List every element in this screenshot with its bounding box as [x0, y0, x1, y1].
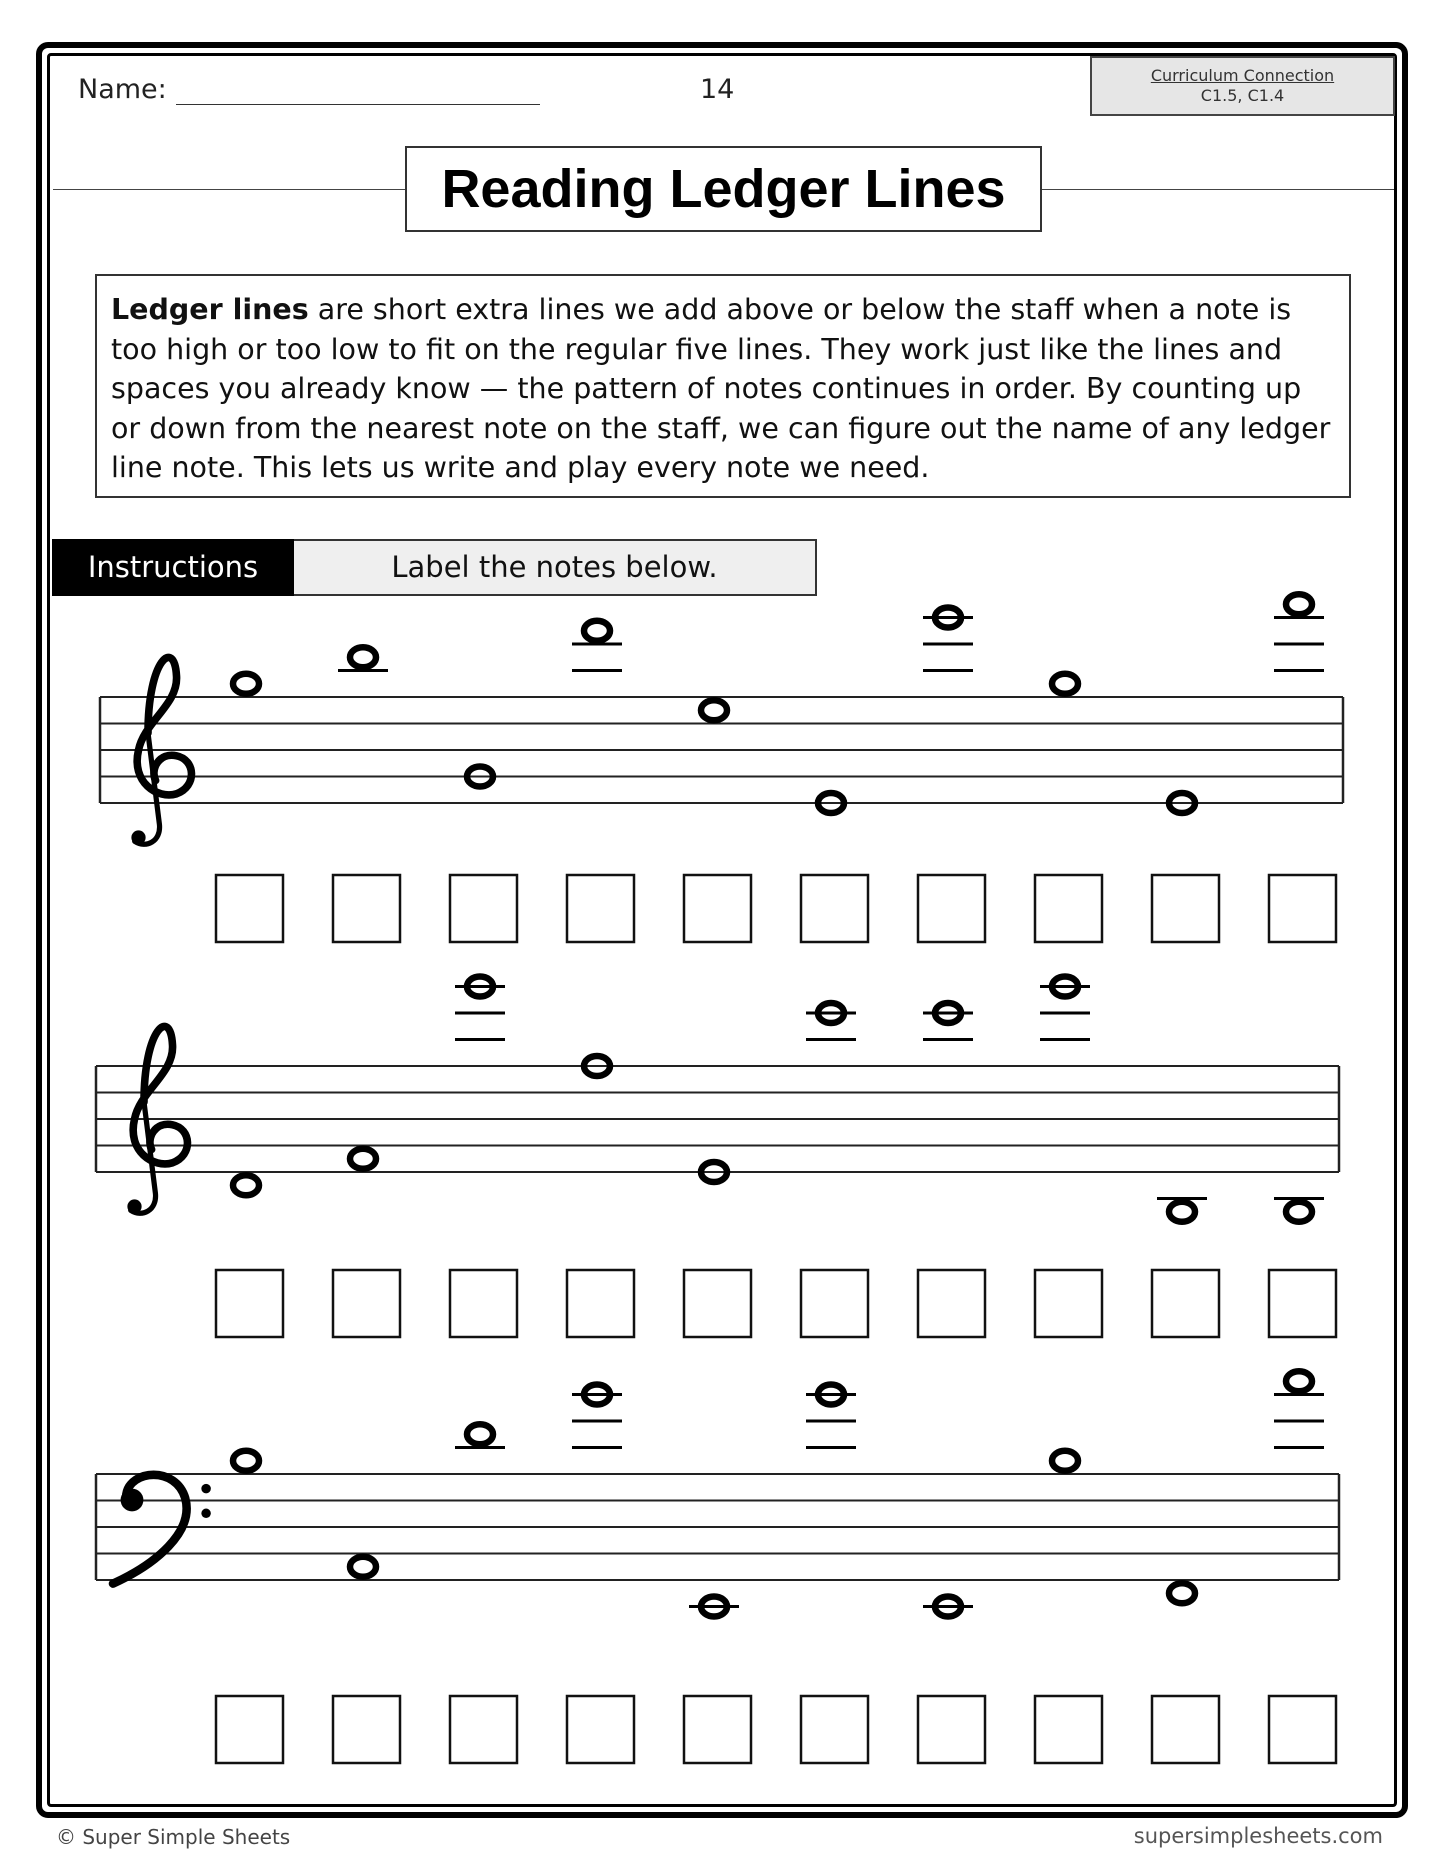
answer-box[interactable]: [918, 1696, 985, 1763]
whole-note: [1274, 594, 1324, 670]
whole-note: [338, 647, 388, 670]
answer-box[interactable]: [801, 875, 868, 942]
staff-3: [96, 1371, 1339, 1763]
note-head: [233, 674, 259, 694]
curriculum-codes: C1.5, C1.4: [1200, 86, 1285, 105]
answer-box[interactable]: [1152, 875, 1219, 942]
page-title: Reading Ledger Lines: [405, 146, 1042, 232]
answer-box[interactable]: [684, 1696, 751, 1763]
whole-note: [1169, 1583, 1195, 1603]
whole-note: [806, 1385, 856, 1448]
answer-box[interactable]: [1269, 1696, 1336, 1763]
note-head: [1286, 1202, 1312, 1222]
answer-box[interactable]: [450, 875, 517, 942]
answer-box[interactable]: [333, 1696, 400, 1763]
note-head: [350, 647, 376, 667]
answer-box[interactable]: [567, 1270, 634, 1337]
treble-clef-icon: [127, 1026, 187, 1213]
note-head: [233, 1175, 259, 1195]
note-head: [1052, 1451, 1078, 1471]
page-number: 14: [700, 74, 735, 105]
note-head: [350, 1557, 376, 1577]
whole-note: [233, 1451, 259, 1471]
staff-2: [96, 977, 1339, 1338]
answer-box[interactable]: [1035, 875, 1102, 942]
whole-note: [350, 1557, 376, 1577]
treble-clef-icon: [131, 657, 191, 844]
staff-1: [100, 594, 1343, 942]
whole-note: [1274, 1371, 1324, 1447]
whole-note: [923, 1597, 973, 1617]
whole-note: [572, 621, 622, 671]
whole-note: [455, 977, 505, 1040]
whole-note: [806, 1003, 856, 1040]
instructions-label: Instructions: [52, 539, 294, 596]
note-head: [584, 621, 610, 641]
answer-box[interactable]: [216, 1270, 283, 1337]
note-head: [1052, 674, 1078, 694]
intro-term: Ledger lines: [111, 293, 309, 326]
whole-note: [701, 700, 727, 720]
note-head: [1169, 1202, 1195, 1222]
answer-box[interactable]: [684, 1270, 751, 1337]
note-head: [350, 1149, 376, 1169]
answer-box[interactable]: [450, 1270, 517, 1337]
intro-text: are short extra lines we add above or below the staff when a note is too high or too low to fit on the regular five lines. They work just like the lines and spaces you already know — the pattern of notes continues in order. By counting up or down from the nearest note on the staff, we can figure out the name of any ledger line note. This lets us write and play every note we need.: [111, 293, 1331, 484]
answer-box[interactable]: [216, 875, 283, 942]
whole-note: [1157, 1199, 1207, 1222]
whole-note: [1052, 674, 1078, 694]
note-head: [1286, 594, 1312, 614]
answer-box[interactable]: [567, 875, 634, 942]
note-head: [701, 700, 727, 720]
whole-note: [923, 1003, 973, 1040]
note-head: [1169, 1583, 1195, 1603]
answer-box[interactable]: [1152, 1270, 1219, 1337]
answer-box[interactable]: [1269, 875, 1336, 942]
answer-box[interactable]: [450, 1696, 517, 1763]
answer-box[interactable]: [567, 1696, 634, 1763]
whole-note: [233, 1175, 259, 1195]
answer-box[interactable]: [333, 875, 400, 942]
answer-box[interactable]: [333, 1270, 400, 1337]
instructions-text: Label the notes below.: [294, 539, 817, 596]
whole-note: [1040, 977, 1090, 1040]
whole-note: [1274, 1199, 1324, 1222]
answer-box[interactable]: [801, 1270, 868, 1337]
answer-box[interactable]: [1035, 1270, 1102, 1337]
whole-note: [1052, 1451, 1078, 1471]
whole-note: [455, 1424, 505, 1447]
note-head: [233, 1451, 259, 1471]
whole-note: [233, 674, 259, 694]
whole-note: [350, 1149, 376, 1169]
answer-box[interactable]: [1269, 1270, 1336, 1337]
whole-note: [689, 1597, 739, 1617]
answer-box[interactable]: [918, 875, 985, 942]
note-head: [467, 1424, 493, 1444]
name-label: Name:: [78, 74, 167, 105]
footer-copyright: © Super Simple Sheets: [56, 1825, 291, 1849]
answer-box[interactable]: [684, 875, 751, 942]
answer-box[interactable]: [918, 1270, 985, 1337]
bass-clef-icon: [113, 1475, 211, 1584]
answer-box[interactable]: [1035, 1696, 1102, 1763]
answer-box[interactable]: [1152, 1696, 1219, 1763]
answer-box[interactable]: [216, 1696, 283, 1763]
note-head: [1286, 1371, 1312, 1391]
curriculum-connection-title: Curriculum Connection: [1150, 66, 1335, 85]
whole-note: [572, 1385, 622, 1448]
footer-website: supersimplesheets.com: [1133, 1824, 1383, 1848]
whole-note: [923, 608, 973, 671]
answer-box[interactable]: [801, 1696, 868, 1763]
